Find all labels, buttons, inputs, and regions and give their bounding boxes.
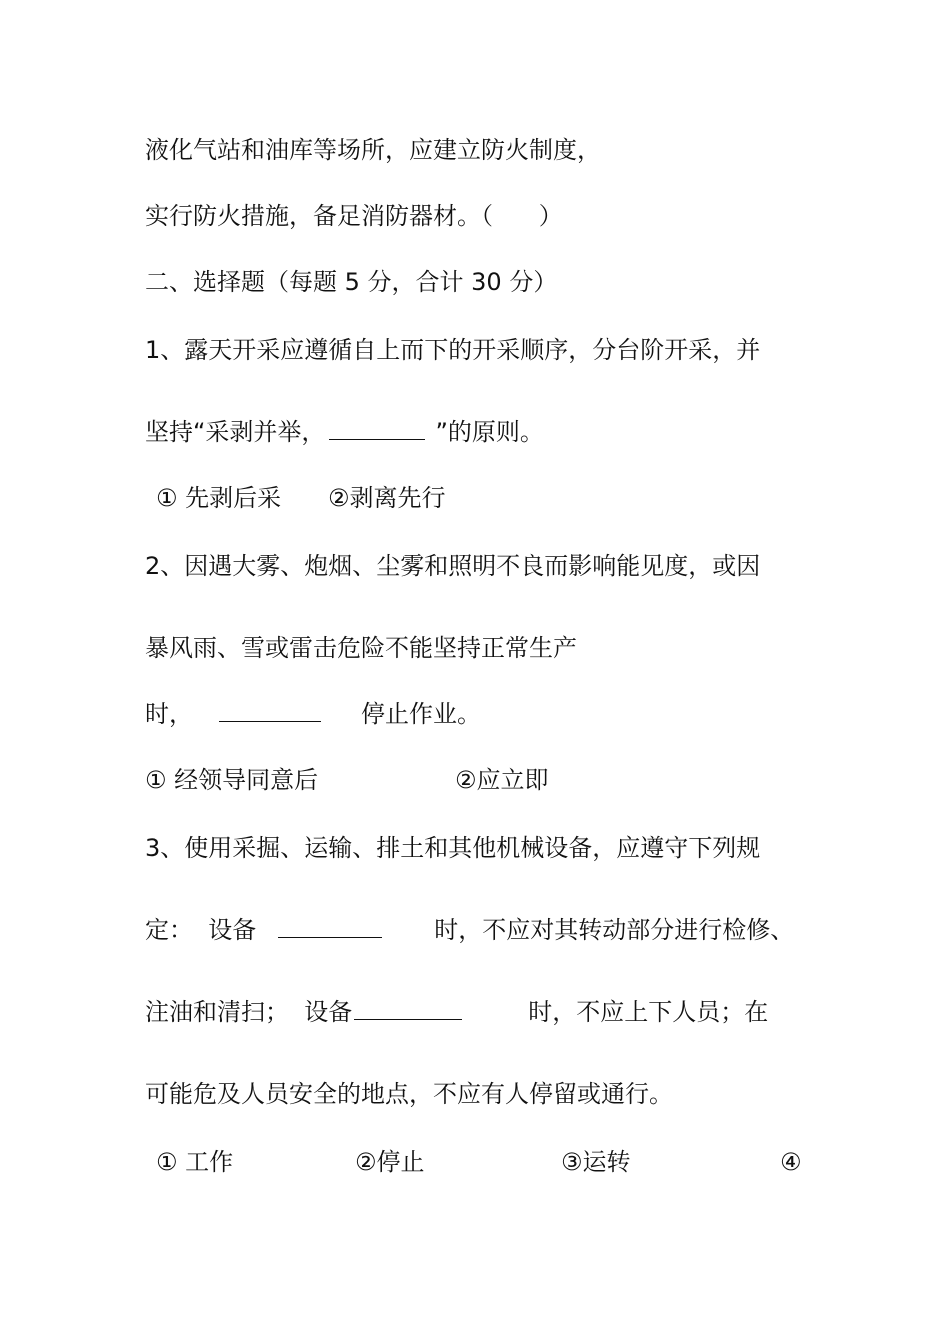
q3-text-before-blank-2: 注油和清扫； 设备 [145,998,353,1026]
question-2-line-3 [145,698,481,730]
q3-option-4: ④ [780,1148,802,1176]
q3-option-3: ③运转 [561,1148,631,1176]
q3-text-after-blank-1: 时，不应对其转动部分进行检修、 [434,916,795,944]
q2-answer-blank[interactable] [219,699,321,722]
q3-answer-blank-2[interactable] [354,997,462,1020]
question-3-line-2 [145,914,794,946]
section-heading-choice: 二、选择题（每题 5 分，合计 30 分） [145,268,558,296]
q3-option-2: ②停止 [355,1148,425,1176]
question-2-line-1: 2、因遇大雾、炮烟、尘雾和照明不良而影响能见度，或因 [145,552,761,580]
question-3-line-4: 可能危及人员安全的地点，不应有人停留或通行。 [145,1080,673,1108]
question-2-line-2: 暴风雨、雪或雷击危险不能坚持正常生产 [145,634,577,662]
q3-text-after-blank-2: 时，不应上下人员；在 [528,998,769,1026]
q1-option-2: ②剥离先行 [328,484,446,512]
q3-text-before-blank-1: 定： 设备 [145,916,257,944]
q2-text-before-blank: 时， [145,700,193,728]
question-1-line-2 [145,416,544,448]
q3-answer-blank-1[interactable] [278,915,382,938]
q3-option-1: ① 工作 [156,1148,234,1176]
text-line-2: 实行防火措施，备足消防器材。（ ） [145,202,563,230]
q1-text-after-blank: ”的原则。 [435,418,544,446]
question-3-line-3 [145,996,768,1028]
q1-option-1: ① 先剥后采 [156,484,282,512]
q1-answer-blank[interactable] [329,417,425,440]
q2-option-2: ②应立即 [455,766,549,794]
question-3-line-1: 3、使用采掘、运输、排土和其他机械设备，应遵守下列规 [145,834,761,862]
q2-option-1: ① 经领导同意后 [145,766,319,794]
question-1-line-1: 1、露天开采应遵循自上而下的开采顺序，分台阶开采，并 [145,336,761,364]
q1-text-before-blank: 坚持“采剥并举， [145,418,326,446]
text-line-1: 液化气站和油库等场所，应建立防火制度， [145,136,601,164]
q2-text-after-blank: 停止作业。 [361,700,481,728]
